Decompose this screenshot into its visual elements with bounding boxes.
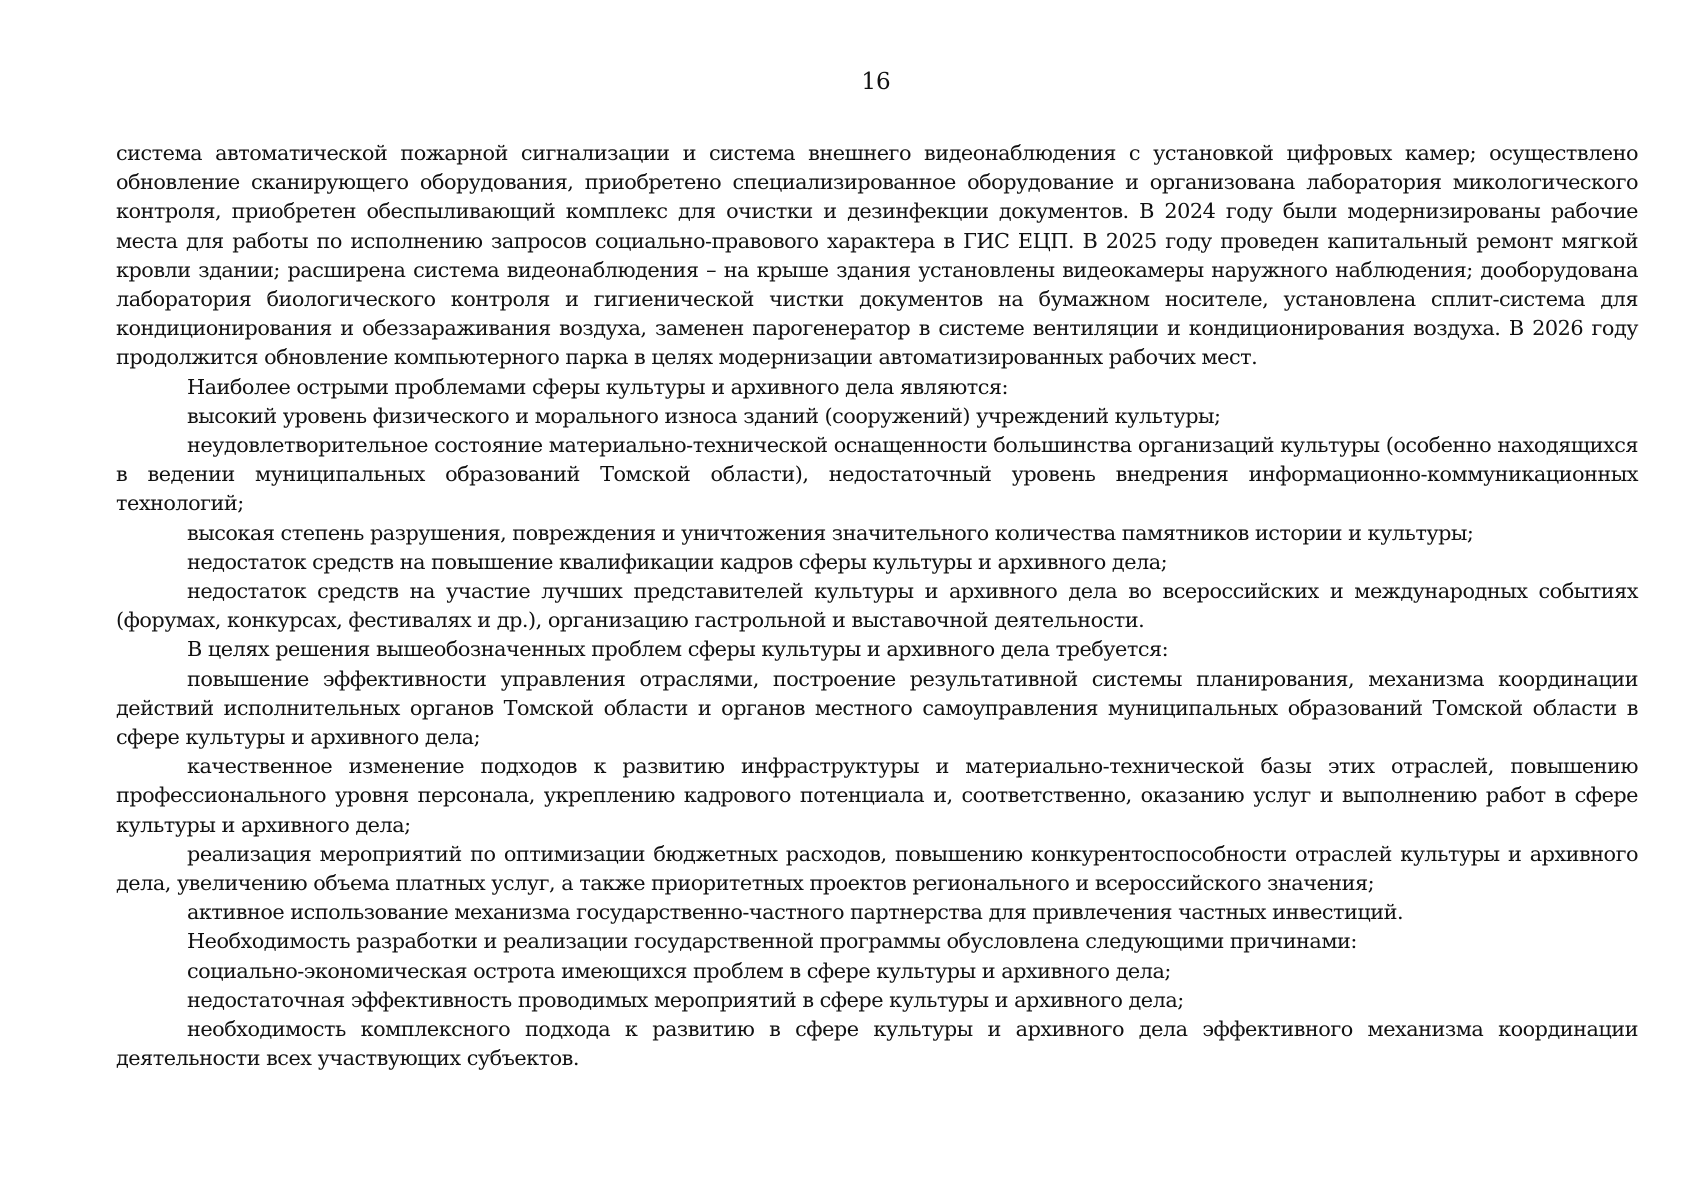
document-body — [116, 139, 1638, 1074]
paragraph-problems-intro: Наиболее острыми проблемами сферы культуры и архивного дела являются: — [187, 374, 1008, 399]
list-item-building-wear: высокий уровень физического и морального износа зданий (сооружений) учреждений культуры; — [187, 403, 1221, 428]
list-item-public-private-partnership: активное использование механизма государственно-частного партнерства для привлечения частных инвестиций. — [187, 900, 1404, 925]
list-item-equipment-state: неудовлетворительное состояние материально-технической оснащенности большинства организаций культуры (особенно находящихся в ведении муниципальных образований Томской области), недостаточный уровень внедрения информационно-коммуникационных технологий; — [116, 433, 1638, 516]
paragraph-continued: система автоматической пожарной сигнализации и система внешнего видеонаблюдения с установкой цифровых камер; осуществлено обновление сканирующего оборудования, приобретено специализированное оборудование и организована лаборатория микологического контроля, приобретен обеспыливающий комплекс для очистки и дезинфекции документов. В 2024 году были модернизированы рабочие места для работы по исполнению запросов социально-правового характера в ГИС ЕЦП. В 2025 году проведен капитальный ремонт мягкой кровли здании; расширена система видеонаблюдения – на крыше здания установлены видеокамеры наружного наблюдения; дооборудована лаборатория биологического контроля и гигиенической чистки документов на бумажном носителе, установлена сплит-система для кондиционирования и обеззараживания воздуха, заменен парогенератор в системе вентиляции и кондиционирования воздуха. В 2026 году продолжится обновление компьютерного парка в целях модернизации автоматизированных рабочих мест. — [116, 141, 1638, 370]
list-item-socioeconomic-acuity: социально-экономическая острота имеющихся проблем в сфере культуры и архивного дела; — [187, 958, 1171, 983]
list-item-management-efficiency: повышение эффективности управления отраслями, построение результативной системы планирования, механизма координации действий исполнительных органов Томской области и органов местного самоуправления муниципальных образований Томской области в сфере культуры и архивного дела; — [116, 666, 1638, 750]
list-item-budget-optimization: реализация мероприятий по оптимизации бюджетных расходов, повышению конкурентоспособности отраслей культуры и архивного дела, увеличению объема платных услуг, а также приоритетных проектов регионального и всероссийского значения; — [116, 841, 1638, 896]
list-item-infrastructure-change: качественное изменение подходов к развитию инфраструктуры и материально-технической базы этих отраслей, повышению профессионального уровня персонала, укреплению кадрового потенциала и, соответственно, оказанию услуг и выполнению работ в сфере культуры и архивного дела; — [116, 754, 1638, 837]
list-item-events-funds: недостаток средств на участие лучших представителей культуры и архивного дела во всероссийских и международных событиях (форумах, конкурсах, фестивалях и др.), организацию гастрольной и выставочной деятельности. — [116, 579, 1638, 633]
list-item-training-funds: недостаток средств на повышение квалификации кадров сферы культуры и архивного дела; — [187, 549, 1168, 574]
paragraph-reasons-intro: Необходимость разработки и реализации государственной программы обусловлена следующими причинами: — [187, 929, 1357, 954]
list-item-monuments-destruction: высокая степень разрушения, повреждения и уничтожения значительного количества памятников истории и культуры; — [187, 520, 1474, 545]
paragraph-solutions-intro: В целях решения вышеобозначенных проблем сферы культуры и архивного дела требуется: — [187, 637, 1169, 662]
list-item-comprehensive-approach: необходимость комплексного подхода к развитию в сфере культуры и архивного дела эффективного механизма координации деятельности всех участвующих субъектов. — [116, 1017, 1638, 1071]
list-item-insufficient-efficiency: недостаточная эффективность проводимых мероприятий в сфере культуры и архивного дела; — [187, 987, 1184, 1012]
page-number: 16 — [861, 69, 891, 95]
